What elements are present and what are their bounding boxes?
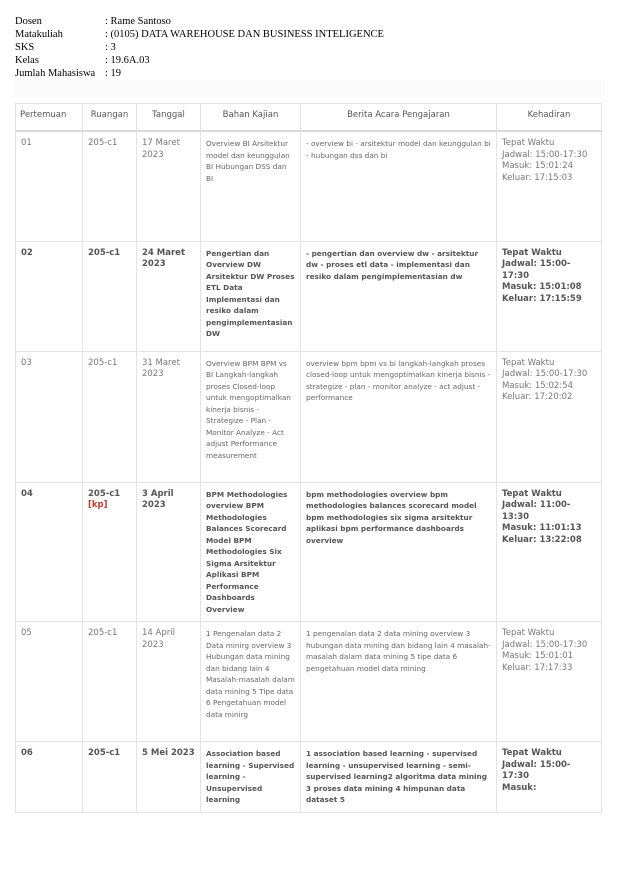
kelas-label: Kelas xyxy=(15,55,39,66)
cell-ruangan xyxy=(83,742,137,813)
kehadiran-masuk: Masuk: 15:01:08 xyxy=(502,282,582,292)
col-header-kehadiran: Kehadiran xyxy=(497,104,602,132)
dosen-value: : Rame Santoso xyxy=(105,16,171,27)
kelas-row xyxy=(15,54,384,67)
cell-bahan-kajian: Association based learning - Supervised learning - Unsupervised learning xyxy=(201,742,301,813)
table-row xyxy=(16,131,602,241)
course-header xyxy=(15,15,384,80)
kehadiran-masuk: Masuk: 15:02:54 xyxy=(502,380,574,391)
cell-ruangan xyxy=(83,131,137,241)
cell-pertemuan: 01 xyxy=(16,131,83,241)
ruangan-text: 205-c1 xyxy=(88,138,118,148)
cell-kehadiran xyxy=(497,351,602,482)
dosen-label: Dosen xyxy=(15,16,42,27)
ruangan-text: 205-c1 xyxy=(88,488,121,499)
cell-berita-acara: bpm methodologies overview bpm methodologies balances scorecard model bpm methodologies six sigma arsitektur aplikasi bpm performance dashboards overview xyxy=(301,482,497,622)
table-row xyxy=(16,482,602,622)
col-header-ruangan: Ruangan xyxy=(83,104,137,132)
cell-tanggal: 14 April 2023 xyxy=(137,622,201,742)
cell-bahan-kajian: Overview BPM BPM vs BI Langkah-langkah proses Closed-loop untuk mengoptimalkan kinerja bisnis - Strategize - Plan - Monitor Analyze - Act adjust Performance measurement xyxy=(201,351,301,482)
cell-berita-acara: overview bpm bpm vs bi langkah-langkah proses closed-loop untuk mengoptimalkan kinerja bisnis - strategize - plan - monitor analyze - act adjust - performance xyxy=(301,351,497,482)
ruangan-text: 205-c1 xyxy=(88,628,118,638)
kehadiran-jadwal: Jadwal: 15:00-17:30 xyxy=(502,259,571,281)
jumlah-label: Jumlah Mahasiswa xyxy=(15,68,96,79)
kehadiran-jadwal: Jadwal: 15:00-17:30 xyxy=(502,369,588,379)
cell-kehadiran xyxy=(497,622,602,742)
col-header-tanggal: Tanggal xyxy=(137,104,201,132)
cell-pertemuan: 04 xyxy=(16,482,83,622)
ruangan-text: 205-c1 xyxy=(88,247,121,258)
table-row xyxy=(16,241,602,351)
kehadiran-status: Tepat Waktu xyxy=(502,138,555,148)
cell-bahan-kajian: Pengertian dan Overview DW Arsitektur DW Proses ETL Data Implementasi dan resiko dalam pengimplementasian DW xyxy=(201,241,301,351)
kehadiran-masuk: Masuk: 15:01:01 xyxy=(502,651,574,661)
cell-bahan-kajian: Overview BI Arsitektur model dan keunggulan BI Hubungan DSS dan BI xyxy=(201,131,301,241)
table-header-row xyxy=(16,104,602,132)
cell-kehadiran xyxy=(497,742,602,813)
kehadiran-keluar: Keluar: 17:15:03 xyxy=(502,172,573,183)
cell-pertemuan: 05 xyxy=(16,622,83,742)
cell-bahan-kajian: BPM Methodologies overview BPM Methodologies Balances Scorecard Model BPM Methodologies Six Sigma Arsitektur Aplikasi BPM Performance Dashboards Overview xyxy=(201,482,301,622)
kehadiran-jadwal: Jadwal: 11:00-13:30 xyxy=(502,500,571,522)
table-row xyxy=(16,622,602,742)
col-header-berita-acara: Berita Acara Pengajaran xyxy=(301,104,497,132)
kehadiran-status: Tepat Waktu xyxy=(502,357,555,368)
cell-kehadiran xyxy=(497,131,602,241)
kehadiran-keluar: Keluar: 17:17:33 xyxy=(502,662,573,673)
cell-tanggal: 5 Mei 2023 xyxy=(137,742,201,813)
kehadiran-status: Tepat Waktu xyxy=(502,247,562,258)
matakuliah-value: : (0105) DATA WAREHOUSE DAN BUSINESS INTELIGENCE xyxy=(105,29,384,40)
kehadiran-jadwal: Jadwal: 15:00-17:30 xyxy=(502,759,571,781)
sks-value: : 3 xyxy=(105,42,116,53)
kehadiran-jadwal: Jadwal: 15:00-17:30 xyxy=(502,639,588,650)
sks-label: SKS xyxy=(15,42,35,53)
header-divider-band xyxy=(15,80,605,96)
cell-berita-acara: - pengertian dan overview dw - arsitektur dw - proses etl data - implementasi dan resiko dalam pengimplementasian dw xyxy=(301,241,497,351)
kehadiran-status: Tepat Waktu xyxy=(502,628,555,638)
cell-tanggal: 24 Maret 2023 xyxy=(137,241,201,351)
ruangan-text: 205-c1 xyxy=(88,748,121,758)
table-row xyxy=(16,351,602,482)
kehadiran-status: Tepat Waktu xyxy=(502,748,562,758)
matakuliah-row xyxy=(15,28,384,41)
ruangan-kp-tag: [kp] xyxy=(88,500,108,510)
cell-tanggal: 17 Maret 2023 xyxy=(137,131,201,241)
dosen-row xyxy=(15,15,384,28)
cell-tanggal: 3 April 2023 xyxy=(137,482,201,622)
cell-berita-acara: 1 association based learning - supervised learning - unsupervised learning - semi-supervised learning2 algoritma data mining 3 proses data mining 4 himpunan data dataset 5 xyxy=(301,742,497,813)
cell-pertemuan: 06 xyxy=(16,742,83,813)
cell-ruangan xyxy=(83,482,137,622)
kehadiran-jadwal: Jadwal: 15:00-17:30 xyxy=(502,149,588,160)
jumlah-value: : 19 xyxy=(105,68,122,79)
cell-berita-acara: 1 pengenalan data 2 data mining overview 3 hubungan data mining dan bidang lain 4 masalah-masalah dalam data mining 5 tipe data 6 pengetahuan model data mining xyxy=(301,622,497,742)
kehadiran-masuk: Masuk: xyxy=(502,782,537,793)
kehadiran-keluar: Keluar: 13:22:08 xyxy=(502,534,582,545)
kelas-value: : 19.6A.03 xyxy=(105,55,150,66)
table-row xyxy=(16,742,602,813)
cell-ruangan xyxy=(83,241,137,351)
kehadiran-masuk: Masuk: 11:01:13 xyxy=(502,523,582,533)
kehadiran-keluar: Keluar: 17:15:59 xyxy=(502,293,582,304)
cell-pertemuan: 03 xyxy=(16,351,83,482)
matakuliah-label: Matakuliah xyxy=(15,29,63,40)
col-header-bahan-kajian: Bahan Kajian xyxy=(201,104,301,132)
ruangan-text: 205-c1 xyxy=(88,357,118,368)
col-header-pertemuan: Pertemuan xyxy=(16,104,83,132)
cell-berita-acara: - overview bi - arsitektur model dan keunggulan bi - hubungan dss dan bi xyxy=(301,131,497,241)
cell-kehadiran xyxy=(497,482,602,622)
kehadiran-keluar: Keluar: 17:20:02 xyxy=(502,392,573,402)
kehadiran-masuk: Masuk: 15:01:24 xyxy=(502,161,574,171)
cell-ruangan xyxy=(83,622,137,742)
kehadiran-status: Tepat Waktu xyxy=(502,488,562,499)
cell-kehadiran xyxy=(497,241,602,351)
attendance-table xyxy=(15,103,602,813)
jumlah-row xyxy=(15,67,384,80)
cell-tanggal: 31 Maret 2023 xyxy=(137,351,201,482)
cell-bahan-kajian: 1 Pengenalan data 2 Data minirg overview 3 Hubungan data mining dan bidang lain 4 Masalah-masalah dalam data mining 5 Tipe data 6 Pengetahuan model data minirg xyxy=(201,622,301,742)
cell-ruangan xyxy=(83,351,137,482)
sks-row xyxy=(15,41,384,54)
cell-pertemuan: 02 xyxy=(16,241,83,351)
